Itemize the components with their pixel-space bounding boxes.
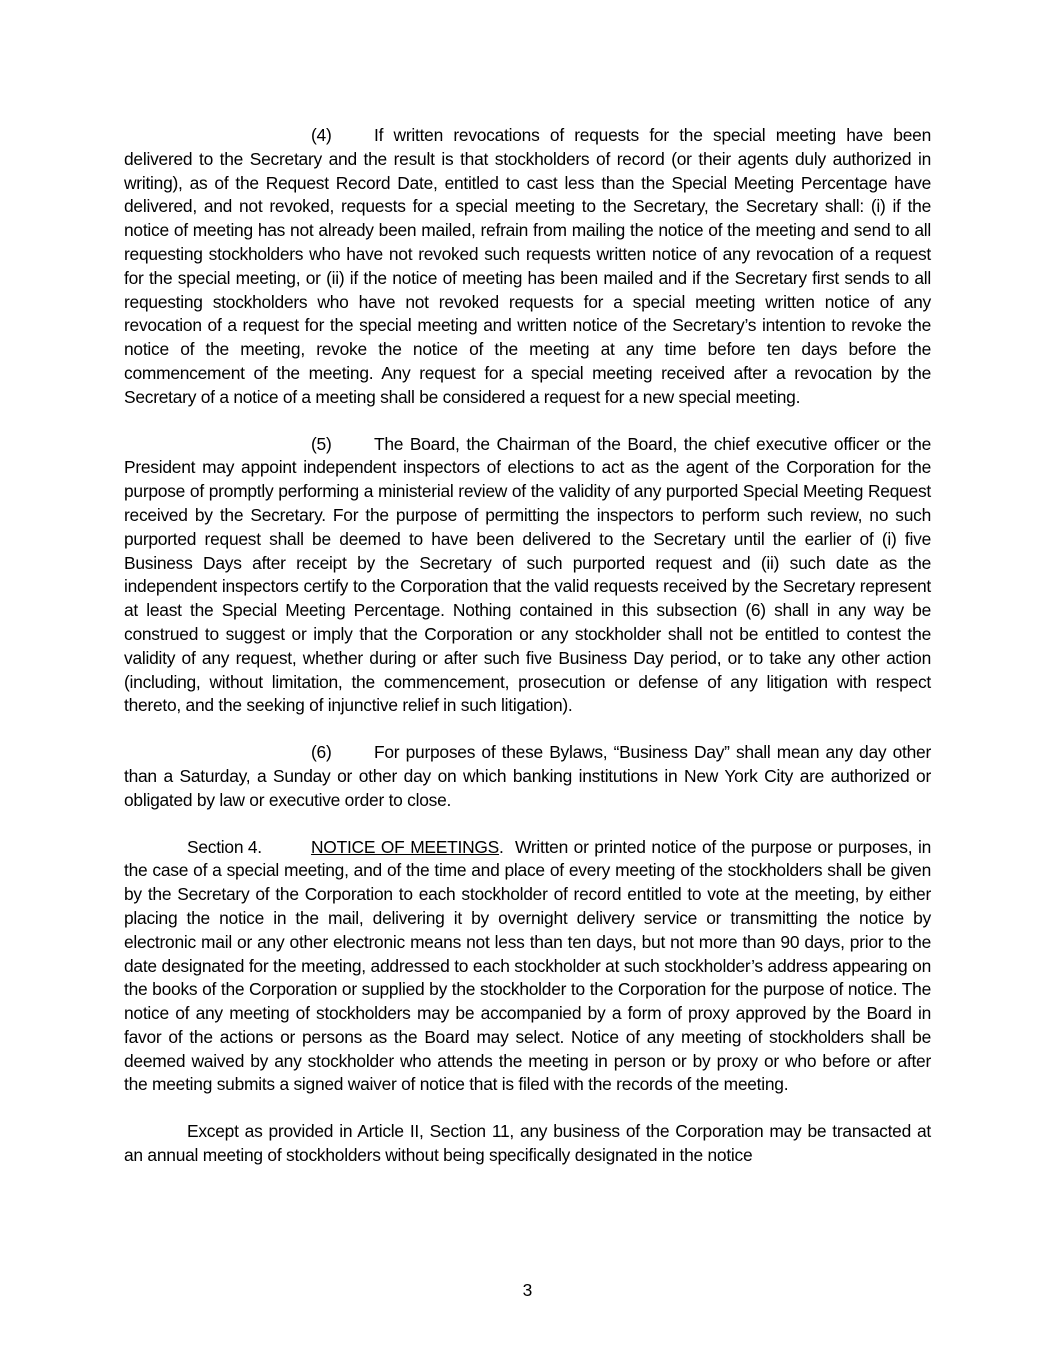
- except-paragraph: [124, 1120, 931, 1168]
- page-number: 3: [522, 1280, 533, 1300]
- paragraph-6: [124, 741, 931, 812]
- paragraph-text: If written revocations of requests for the special meeting have been delivered to the Secretary and the result is that stockholders of record (or their agents duly authorized in writing), as of the Request Record Date, entitled to cast less than the Special Meeting Percentage have delivered, and not revoked, requests for a special meeting to the Secretary, the Secretary shall: (i) if the notice of meeting has not already been mailed, refrain from mailing the notice of the meeting and send to all requesting stockholders who have not revoked such requests written notice of any revocation of a request for the special meeting, or (ii) if the notice of meeting has been mailed and if the Secretary first sends to all requesting stockholders who have not revoked requests for a special meeting written notice of any revocation of a request for the special meeting and written notice of the Secretary’s intention to revoke the notice of the meeting, revoke the notice of the meeting at any time before ten days before the commencement of the meeting. Any request for a special meeting received after a revocation by the Secretary of a notice of a meeting shall be considered a request for a new special meeting.: [124, 125, 931, 407]
- section-heading-period: .: [499, 836, 504, 857]
- section-4-paragraph: [124, 836, 931, 1098]
- paragraph-number: (6): [311, 742, 332, 763]
- paragraph-5: [124, 433, 931, 719]
- section-label: Section 4.: [187, 836, 262, 857]
- paragraph-text: Except as provided in Article II, Section 11, any business of the Corporation may be transacted at an annual meeting of stockholders without being specifically designated in the notice: [124, 1121, 931, 1166]
- section-heading: NOTICE OF MEETINGS: [311, 836, 500, 857]
- paragraph-text: Written or printed notice of the purpose or purposes, in the case of a special meeting, and of the time and place of every meeting of the stockholders shall be given by the Secretary of the Corporation to each stockholder of record entitled to vote at the meeting, by either placing the notice in the mail, delivering it by overnight delivery service or transmitting the notice by electronic mail or any other electronic means not less than ten days, but not more than 90 days, prior to the date designated for the meeting, addressed to each stockholder at such stockholder’s address appearing on the books of the Corporation or supplied by the stockholder to the Corporation for the purpose of notice. The notice of any meeting of stockholders may be accompanied by a form of proxy approved by the Board in favor of the actions or persons as the Board may select. Notice of any meeting of stockholders shall be deemed waived by any stockholder who attends the meeting in person or by proxy or who before or after the meeting submits a signed waiver of notice that is filed with the records of the meeting.: [124, 836, 932, 1095]
- paragraph-text: For purposes of these Bylaws, “Business Day” shall mean any day other than a Saturday, a Sunday or other day on which banking institutions in New York City are authorized or obligated by law or executive order to close.: [124, 742, 931, 810]
- document-page: [124, 124, 931, 1191]
- paragraph-text: The Board, the Chairman of the Board, the chief executive officer or the President may appoint independent inspectors of elections to act as the agent of the Corporation for the purpose of promptly performing a ministerial review of the validity of any purported Special Meeting Request received by the Secretary. For the purpose of permitting the inspectors to perform such review, no such purported request shall be deemed to have been delivered to the Secretary until the earlier of (i) five Business Days after receipt by the Secretary of such purported request and (ii) such date as the independent inspectors certify to the Corporation that the valid requests received by the Secretary represent at least the Special Meeting Percentage. Nothing contained in this subsection (6) shall in any way be construed to suggest or imply that the Corporation or any stockholder shall not be entitled to contest the validity of any request, whether during or after such five Business Day period, or to take any other action (including, without limitation, the commencement, prosecution or defense of any litigation with respect thereto, and the seeking of injunctive relief in such litigation).: [124, 433, 931, 716]
- paragraph-number: (5): [311, 433, 332, 454]
- paragraph-4: [124, 124, 931, 410]
- paragraph-number: (4): [311, 125, 332, 145]
